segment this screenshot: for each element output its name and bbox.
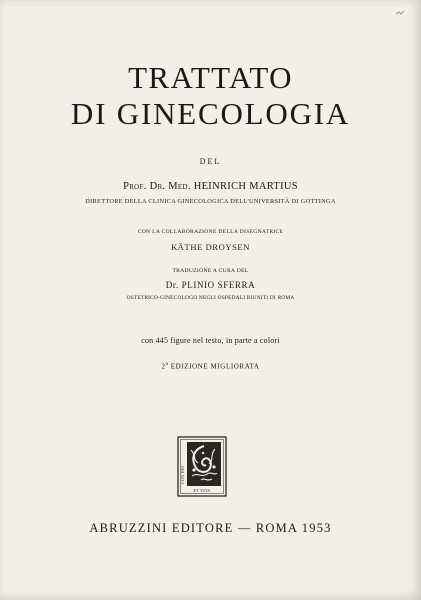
collaborator-name: KÄTHE DROYSEN	[171, 242, 250, 252]
edition-text: EDIZIONE MIGLIORATA	[170, 362, 260, 371]
translator-name: PLINIO SFERRA	[181, 280, 256, 290]
author-prefix: Prof. Dr. Med.	[123, 181, 191, 192]
publisher-imprint: ABRUZZINI EDITORE — ROMA 1953	[89, 521, 332, 535]
title-line-1: TRATTATO	[128, 60, 293, 95]
author-affiliation: DIRETTORE DELLA CLINICA GINECOLOGICA DELL'UNIVERSITÀ DI GOTTINGA	[85, 198, 336, 205]
translator-prefix: Dr.	[165, 280, 179, 290]
emblem-motto-left: CON DIO	[180, 465, 185, 484]
collaboration-label: CON LA COLLABORAZIONE DELLA DISEGNATRICE	[137, 229, 284, 235]
edition-ordinal: a	[165, 362, 169, 367]
author-name: HEINRICH MARTIUS	[193, 181, 298, 192]
figures-note: con 445 figure nel testo, in parte a colori	[141, 336, 280, 345]
title-line-2: DI GINECOLOGIA	[70, 96, 351, 131]
translator-affiliation: OSTETRICO-GINECOLOGO NEGLI OSPEDALI RIUNITI DI ROMA	[126, 295, 295, 301]
author-line	[0, 181, 421, 192]
publisher-emblem-icon	[177, 436, 227, 497]
pencil-mark-icon	[395, 10, 405, 16]
edition-line	[0, 362, 421, 370]
translation-label: TRADUZIONE A CURA DEL	[172, 268, 249, 274]
emblem-motto-bottom: ET VITA	[193, 488, 211, 493]
edition-number: 2	[161, 362, 166, 371]
translator-line	[0, 280, 421, 290]
del-label: DEL	[199, 157, 222, 166]
